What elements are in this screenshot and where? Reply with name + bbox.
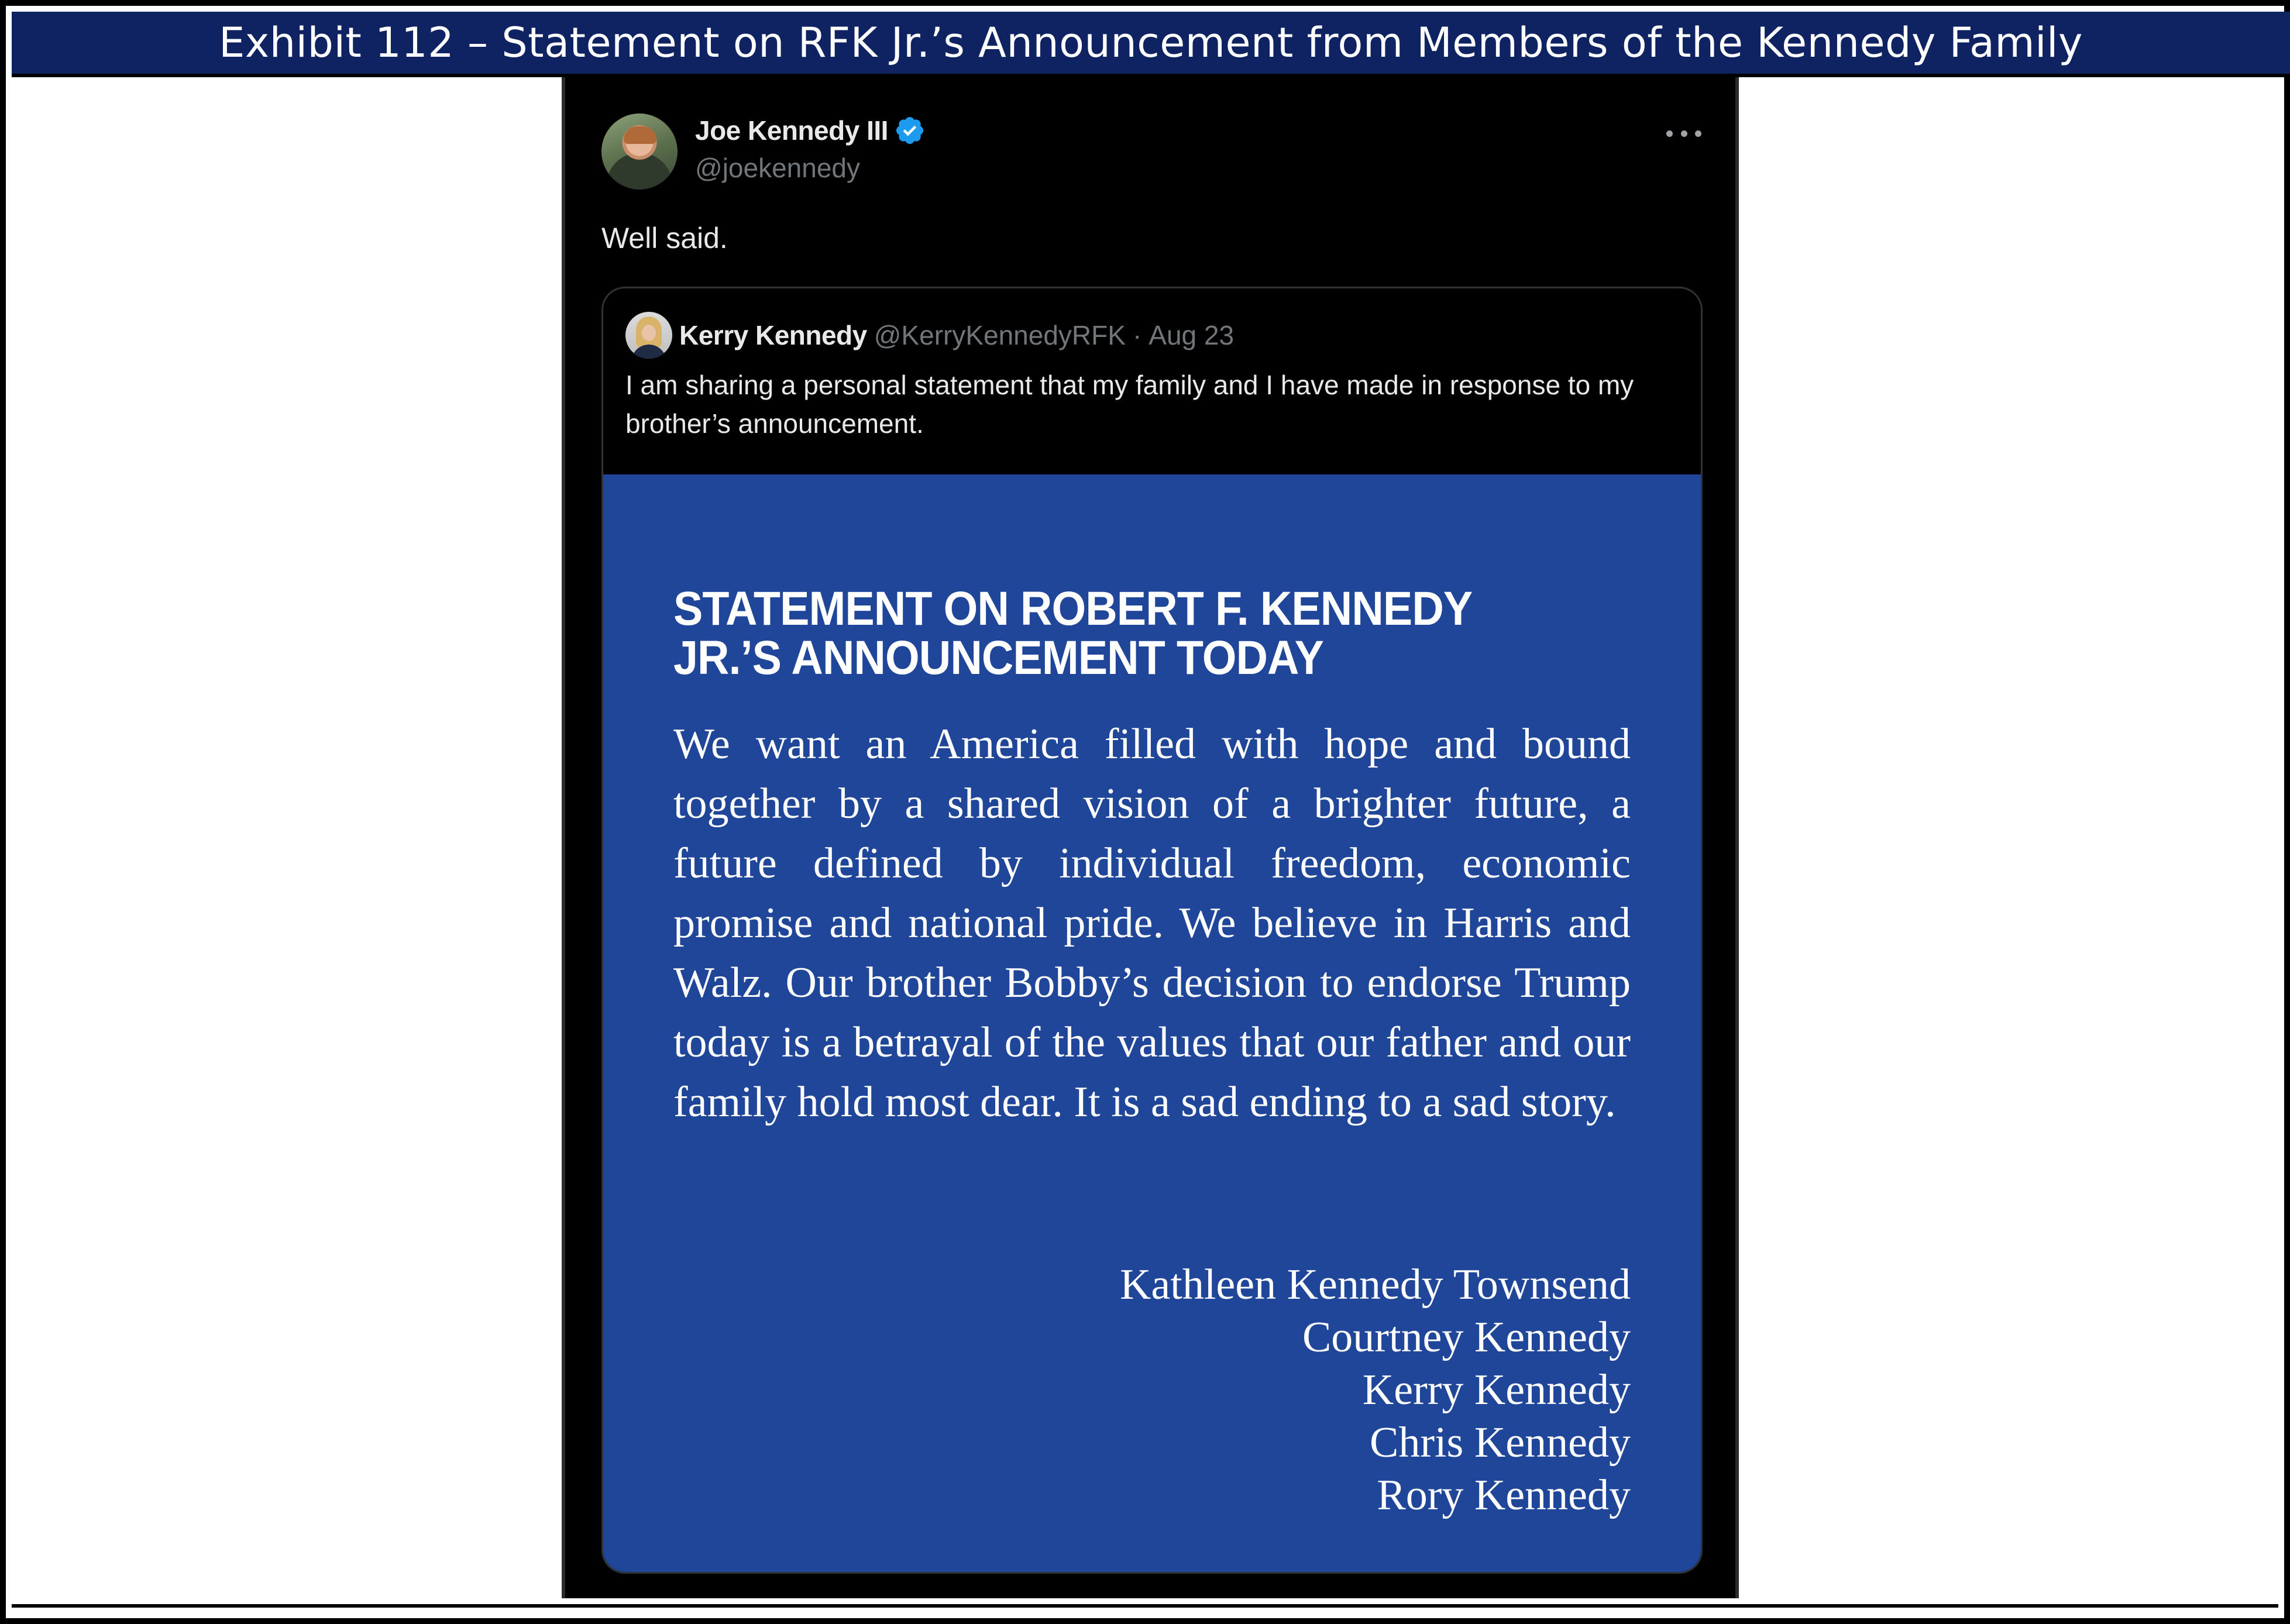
more-horizontal-icon[interactable] (1666, 128, 1701, 139)
author-handle[interactable]: @joekennedy (695, 153, 860, 183)
quoted-author-name[interactable]: Kerry Kennedy (679, 320, 867, 350)
signatory: Rory Kennedy (1377, 1471, 1631, 1519)
separator-dot: · (1132, 320, 1142, 350)
tweet[interactable] (562, 77, 1739, 1598)
signatory: Kerry Kennedy (1362, 1366, 1631, 1414)
statement-body: We want an America filled with hope and bound together by a shared vision of a brighter future, a future defined by individual freedom, economic promise and national pride. We believe in Harris and Walz. Our brother Bobby’s decision to endorse Trump today is a betrayal of the values that our father and our family hold most dear. It is a sad ending to a sad story. (673, 720, 1631, 1126)
statement-title: STATEMENT ON ROBERT F. KENNEDY JR.’S ANNOUNCEMENT TODAY (673, 582, 1471, 684)
quoted-avatar[interactable] (625, 312, 672, 359)
author-name-label: Joe Kennedy III (695, 115, 888, 146)
avatar[interactable] (601, 113, 678, 190)
quoted-tweet[interactable] (601, 287, 1703, 1574)
verified-badge-icon (894, 115, 926, 146)
tweet-text: Well said. (601, 222, 728, 254)
quoted-tweet-header (625, 312, 1234, 359)
bottom-divider (12, 1604, 2278, 1608)
signatories (1120, 1258, 1631, 1522)
quoted-author-handle[interactable]: @KerryKennedyRFK (874, 320, 1126, 350)
exhibit-title: Exhibit 112 – Statement on RFK Jr.’s Announcement from Members of the Kennedy Family (12, 12, 2290, 77)
signatory: Chris Kennedy (1370, 1419, 1631, 1467)
signatory: Kathleen Kennedy Townsend (1119, 1261, 1631, 1309)
quoted-tweet-text: I am sharing a personal statement that my family and I have made in response to my brother’s announcement. (625, 370, 1634, 439)
statement-image[interactable] (603, 474, 1701, 1574)
signatory: Courtney Kennedy (1302, 1313, 1631, 1361)
quoted-date[interactable]: Aug 23 (1149, 320, 1235, 350)
author-name[interactable] (695, 115, 926, 146)
